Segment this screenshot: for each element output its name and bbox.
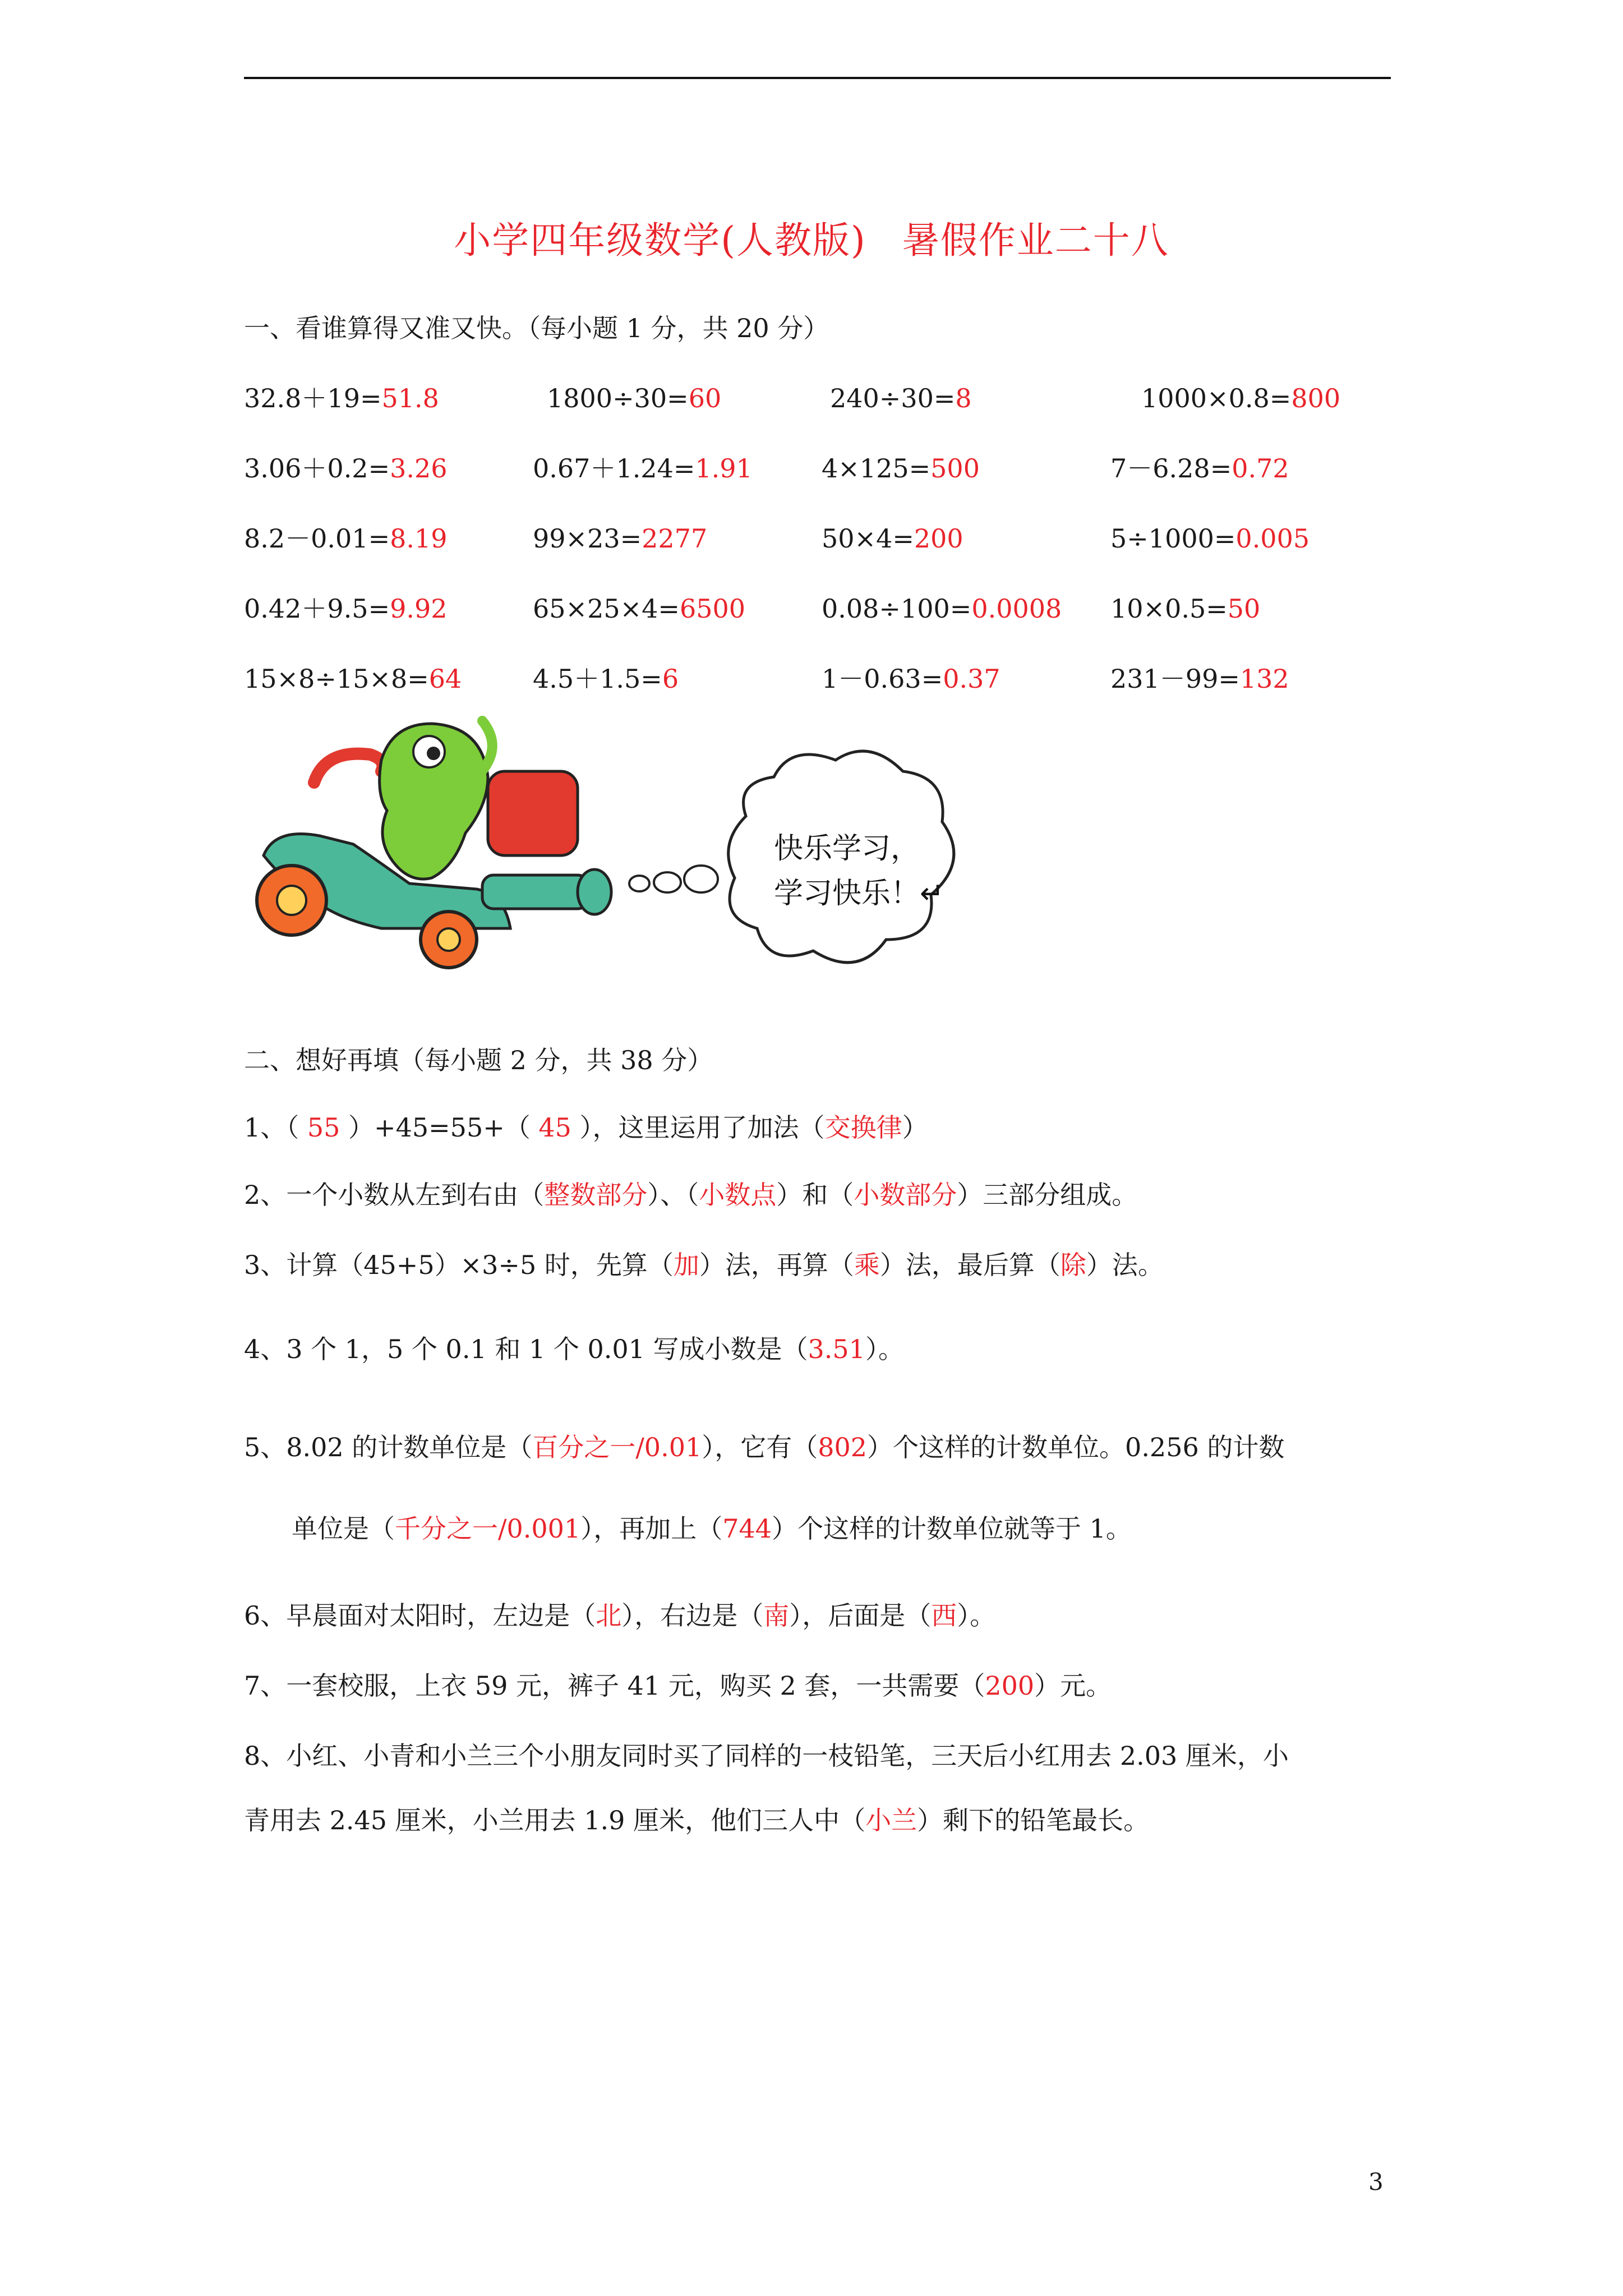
q1-answer-1: 55	[307, 1112, 340, 1143]
calc-answer: 9.92	[390, 593, 448, 624]
calc-item	[822, 662, 1000, 696]
calc-answer: 6500	[679, 593, 746, 624]
calc-answer: 64	[428, 664, 462, 694]
q1-text-2: ）+45=55+（	[340, 1112, 539, 1143]
calc-answer: 132	[1239, 664, 1289, 694]
calc-item	[244, 662, 462, 696]
calc-question: 4×125=	[822, 453, 931, 484]
calc-answer: 0.0008	[971, 593, 1062, 624]
calc-question: 3.06＋0.2=	[244, 453, 390, 484]
question-3	[244, 1248, 1164, 1282]
section1-heading: 一、看谁算得又准又快。（每小题 1 分，共 20 分）	[244, 313, 829, 343]
calc-question: 1－0.63=	[822, 664, 943, 694]
calc-answer: 8.19	[390, 523, 448, 554]
section2-heading: 二、想好再填（每小题 2 分，共 38 分）	[244, 1045, 713, 1075]
front-wheel-hub	[277, 886, 306, 915]
calc-item	[830, 381, 972, 415]
calc-answer: 800	[1291, 383, 1341, 413]
calc-answer: 3.26	[390, 453, 448, 484]
q1-text-1: 1、（	[244, 1112, 307, 1143]
calc-question: 240÷30=	[830, 383, 956, 413]
q6-text-4: ）。	[957, 1600, 996, 1631]
calc-question: 5÷1000=	[1110, 523, 1236, 554]
q5b-answer-2: 744	[722, 1513, 772, 1544]
title-part-2: 暑假作业二十八	[902, 219, 1169, 262]
q4-text-2: ）。	[865, 1334, 904, 1364]
calc-question: 0.08÷100=	[822, 593, 972, 624]
q7-text-1: 7、一套校服，上衣 59 元，裤子 41 元，购买 2 套，一共需要（	[244, 1671, 985, 1701]
calc-item	[533, 522, 707, 555]
question-8-line-1	[244, 1739, 1289, 1773]
calc-item	[822, 592, 1062, 625]
q6-text-3: ），后面是（	[789, 1600, 932, 1631]
q2-text-2: ）、（	[647, 1180, 699, 1210]
calc-item	[533, 662, 679, 696]
calc-question: 99×23=	[533, 523, 642, 554]
q5-text-1: 5、8.02 的计数单位是（	[244, 1432, 533, 1462]
lizard-pupil	[427, 747, 440, 760]
q2-text-3: ）和（	[776, 1180, 854, 1210]
calc-answer: 0.37	[943, 664, 1000, 694]
q4-answer-1: 3.51	[808, 1334, 865, 1364]
calc-answer: 60	[688, 383, 722, 413]
calc-item	[1110, 662, 1289, 696]
calc-answer: 200	[914, 523, 963, 554]
question-6	[244, 1599, 995, 1632]
calc-item	[244, 381, 439, 415]
q2-answer-2: 小数点	[699, 1180, 777, 1210]
calc-question: 8.2－0.01=	[244, 523, 390, 554]
page-number: 3	[1368, 2168, 1384, 2196]
q5-text-2: ），它有（	[702, 1432, 818, 1462]
calc-answer: 0.005	[1235, 523, 1310, 554]
thought-dot-2	[654, 872, 681, 892]
q4-text-1: 4、3 个 1，5 个 0.1 和 1 个 0.01 写成小数是（	[244, 1334, 808, 1364]
q5b-text-1: 单位是（	[292, 1513, 395, 1544]
calc-answer: 50	[1227, 593, 1261, 624]
q2-text-1: 2、一个小数从左到右由（	[244, 1180, 545, 1210]
lizard-scooter-illustration	[241, 715, 970, 1007]
exhaust-tip	[578, 869, 611, 914]
calc-answer: 2277	[642, 523, 708, 554]
calc-answer: 500	[930, 453, 980, 484]
q6-answer-1: 北	[596, 1600, 622, 1631]
calc-question: 10×0.5=	[1110, 593, 1228, 624]
calc-answer: 6	[662, 664, 679, 694]
header-rule	[244, 77, 1391, 79]
q8-answer-1: 小兰	[865, 1805, 917, 1835]
q3-answer-2: 乘	[854, 1250, 880, 1280]
calc-item	[244, 522, 448, 555]
title-part-1: 小学四年级数学(人教版)	[454, 219, 866, 262]
calc-question: 0.67＋1.24=	[533, 453, 695, 484]
q7-answer-1: 200	[985, 1671, 1035, 1701]
calc-answer: 1.91	[695, 453, 753, 484]
question-4	[244, 1332, 904, 1366]
calc-item	[1141, 381, 1340, 415]
calc-question: 15×8÷15×8=	[244, 664, 429, 694]
question-7	[244, 1669, 1112, 1703]
calc-item	[1110, 522, 1310, 555]
calc-question: 50×4=	[822, 523, 914, 554]
calc-item	[533, 592, 745, 625]
calc-question: 7－6.28=	[1110, 453, 1232, 484]
calc-item	[822, 452, 980, 485]
q3-answer-3: 除	[1060, 1250, 1086, 1280]
calc-item	[1110, 592, 1260, 625]
q3-text-1: 3、计算（45+5）×3÷5 时，先算（	[244, 1250, 674, 1280]
q8b-text-2: ）剩下的铅笔最长。	[917, 1805, 1150, 1835]
q3-answer-1: 加	[673, 1250, 699, 1280]
bubble-text-line2: 学习快乐！↵	[774, 877, 944, 910]
q6-answer-2: 南	[763, 1600, 790, 1631]
calc-answer: 8	[955, 383, 972, 413]
q5-answer-2: 802	[818, 1432, 868, 1462]
q2-text-4: ）三部分组成。	[957, 1180, 1138, 1210]
calc-question: 4.5＋1.5=	[533, 664, 662, 694]
q5b-text-3: ）个这样的计数单位就等于 1。	[772, 1513, 1132, 1544]
q7-text-2: ）元。	[1034, 1671, 1112, 1701]
calc-item	[533, 452, 753, 485]
calc-question: 1000×0.8=	[1141, 383, 1292, 413]
thought-dot-3	[684, 866, 718, 892]
thought-dot-1	[629, 876, 649, 891]
calc-answer: 51.8	[381, 383, 439, 413]
calc-item	[244, 452, 448, 485]
q5-answer-1: 百分之一/0.01	[532, 1432, 702, 1462]
bubble-text-line1: 快乐学习，	[774, 832, 920, 865]
calc-item	[547, 381, 721, 415]
calc-question: 0.42＋9.5=	[244, 593, 390, 624]
question-1	[244, 1111, 928, 1144]
handlebar	[314, 754, 383, 783]
q1-answer-3: 交换律	[824, 1112, 902, 1143]
calc-item	[244, 592, 448, 625]
calc-answer: 0.72	[1232, 453, 1289, 484]
q1-text-3: ），这里运用了加法（	[571, 1112, 825, 1143]
question-8-line-2	[244, 1803, 1149, 1837]
page-title	[0, 210, 1623, 264]
q6-text-2: ），右边是（	[621, 1600, 764, 1631]
q8-text-1: 8、小红、小青和小兰三个小朋友同时买了同样的一枝铅笔，三天后小红用去 2.03 厘米，小	[244, 1741, 1289, 1771]
calc-question: 65×25×4=	[533, 593, 680, 624]
q1-text-4: ）	[902, 1112, 928, 1143]
seat-bag	[488, 771, 578, 855]
calc-question: 231－99=	[1110, 664, 1240, 694]
q2-answer-3: 小数部分	[854, 1180, 957, 1210]
q5b-answer-1: 千分之一/0.001	[395, 1513, 581, 1544]
q6-answer-3: 西	[931, 1600, 957, 1631]
q8b-text-1: 青用去 2.45 厘米，小兰用去 1.9 厘米，他们三人中（	[244, 1805, 866, 1835]
calc-question: 32.8＋19=	[244, 383, 382, 413]
question-2	[244, 1178, 1137, 1212]
q5b-text-2: ），再加上（	[580, 1513, 723, 1544]
calc-item	[822, 522, 963, 555]
q5-text-3: ）个这样的计数单位。0.256 的计数	[867, 1432, 1285, 1462]
q3-text-4: ）法。	[1086, 1250, 1164, 1280]
exhaust-pipe	[482, 875, 589, 909]
rear-wheel-hub	[437, 928, 460, 951]
q6-text-1: 6、早晨面对太阳时，左边是（	[244, 1600, 596, 1631]
question-5-line-2	[292, 1512, 1132, 1545]
calc-question: 1800÷30=	[547, 383, 689, 413]
q3-text-3: ）法，最后算（	[879, 1250, 1061, 1280]
question-5-line-1	[244, 1430, 1284, 1464]
q3-text-2: ）法，再算（	[699, 1250, 854, 1280]
q2-answer-1: 整数部分	[544, 1180, 648, 1210]
q1-answer-2: 45	[538, 1112, 571, 1143]
calc-item	[1110, 452, 1289, 485]
